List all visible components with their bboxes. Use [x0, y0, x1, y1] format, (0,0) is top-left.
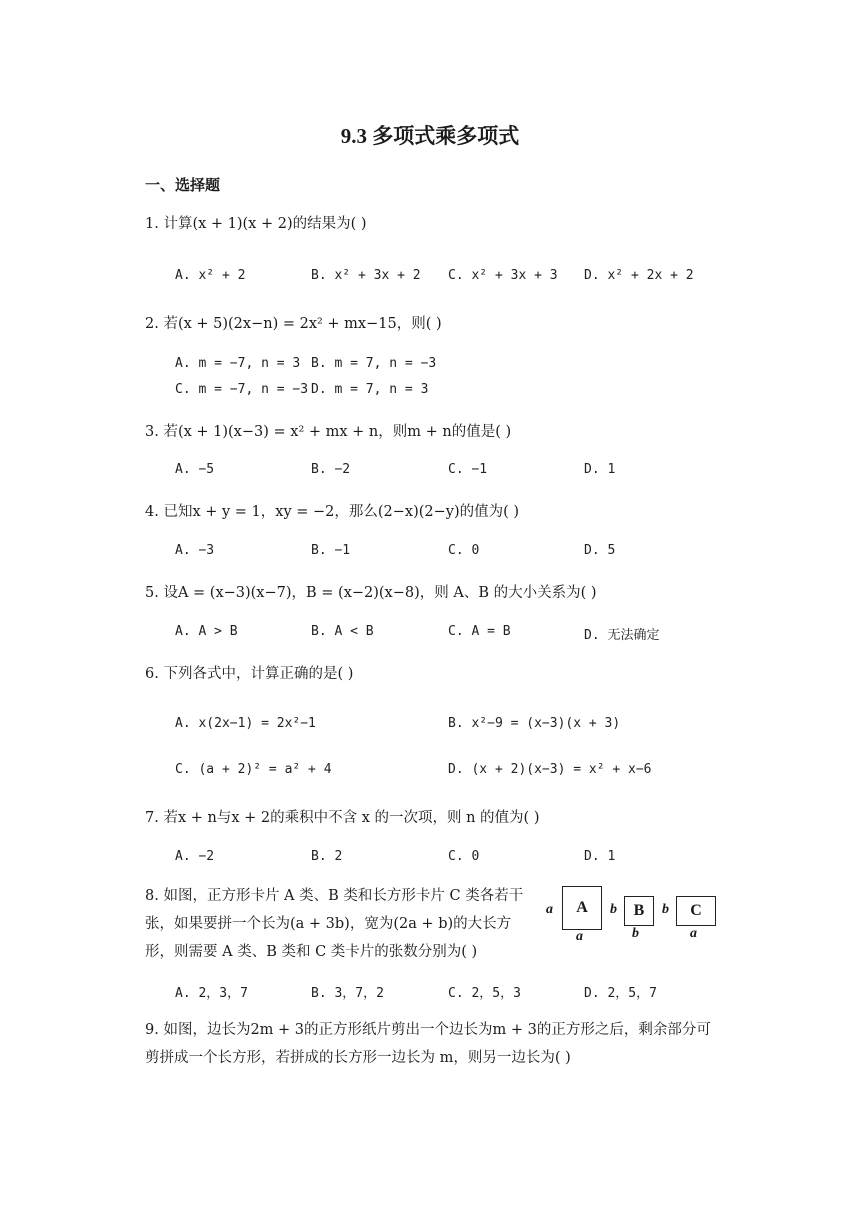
q2-option-c[interactable]: C. m = −7, n = −3 — [175, 382, 309, 397]
card-a — [562, 886, 602, 930]
q4-option-a[interactable]: A. −3 — [175, 543, 215, 558]
q1-option-b[interactable]: B. x² + 3x + 2 — [311, 268, 421, 283]
question-9-line-2: 剪拼成一个长方形，若拼成的长方形一边长为 m，则另一边长为( ) — [145, 1050, 571, 1066]
q1-option-c[interactable]: C. x² + 3x + 3 — [448, 268, 558, 283]
q6-option-c[interactable]: C. (a + 2)² = a² + 4 — [175, 762, 332, 777]
question-7: 7. 若x + n与x + 2的乘积中不含 x 的一次项，则 n 的值为( ) — [145, 810, 540, 826]
card-c — [676, 896, 716, 926]
question-6: 6. 下列各式中，计算正确的是( ) — [145, 666, 354, 682]
question-1: 1. 计算(x + 1)(x + 2)的结果为( ) — [145, 216, 367, 232]
q6-option-b[interactable]: B. x²−9 = (x−3)(x + 3) — [448, 716, 621, 731]
q4-option-b[interactable]: B. −1 — [311, 543, 351, 558]
card-b — [624, 896, 654, 926]
question-5: 5. 设A = (x−3)(x−7)，B = (x−2)(x−8)，则 A、B 的大小关系为( ) — [145, 585, 597, 601]
q3-option-d[interactable]: D. 1 — [584, 462, 616, 477]
card-c-label: C — [690, 902, 702, 919]
q1-option-a[interactable]: A. x² + 2 — [175, 268, 246, 283]
q8-option-d[interactable]: D. 2，5，7 — [584, 986, 657, 1001]
page-title: 9.3 多项式乘多项式 — [340, 124, 520, 148]
card-c-bottom-label: a — [690, 926, 697, 941]
q8-card-figure — [540, 884, 720, 944]
card-a-side-label: a — [546, 902, 553, 917]
q7-option-a[interactable]: A. −2 — [175, 849, 215, 864]
q3-option-a[interactable]: A. −5 — [175, 462, 215, 477]
q2-option-d[interactable]: D. m = 7, n = 3 — [311, 382, 429, 397]
q7-option-b[interactable]: B. 2 — [311, 849, 343, 864]
q8-option-b[interactable]: B. 3，7，2 — [311, 986, 384, 1001]
card-b-side-label: b — [610, 902, 617, 917]
q7-option-d[interactable]: D. 1 — [584, 849, 616, 864]
question-8: 8. 如图，正方形卡片 A 类、B 类和长方形卡片 C 类各若干张，如果要拼一个长为(a + 3b)，宽为(2a + b)的大长方形，则需要 A 类、B 类和 C 类卡片的张数分别为( ) — [145, 888, 524, 960]
q4-option-c[interactable]: C. 0 — [448, 543, 480, 558]
q5-option-b[interactable]: B. A < B — [311, 624, 374, 639]
card-a-bottom-label: a — [576, 929, 583, 944]
q8-option-a[interactable]: A. 2，3，7 — [175, 986, 248, 1001]
q5-option-d[interactable]: D. 无法确定 — [584, 628, 660, 643]
q6-option-a[interactable]: A. x(2x−1) = 2x²−1 — [175, 716, 316, 731]
card-b-label: B — [633, 902, 645, 919]
q1-option-d[interactable]: D. x² + 2x + 2 — [584, 268, 694, 283]
question-9-line-1: 9. 如图，边长为2m + 3的正方形纸片剪出一个边长为m + 3的正方形之后，剩余部分可 — [145, 1022, 711, 1038]
q8-option-c[interactable]: C. 2，5，3 — [448, 986, 521, 1001]
q2-option-a[interactable]: A. m = −7, n = 3 — [175, 356, 301, 371]
question-3: 3. 若(x + 1)(x−3) = x² + mx + n，则m + n的值是( ) — [145, 424, 512, 440]
q3-option-c[interactable]: C. −1 — [448, 462, 488, 477]
q5-option-c[interactable]: C. A = B — [448, 624, 511, 639]
section-heading: 一、选择题 — [145, 176, 221, 194]
card-c-side-label: b — [662, 902, 669, 917]
q3-option-b[interactable]: B. −2 — [311, 462, 351, 477]
q5-option-a[interactable]: A. A > B — [175, 624, 238, 639]
question-2: 2. 若(x + 5)(2x−n) = 2x² + mx−15，则( ) — [145, 316, 442, 332]
question-4: 4. 已知x + y = 1，xy = −2，那么(2−x)(2−y)的值为( ) — [145, 504, 520, 520]
q6-option-d[interactable]: D. (x + 2)(x−3) = x² + x−6 — [448, 762, 652, 777]
q7-option-c[interactable]: C. 0 — [448, 849, 480, 864]
card-a-label: A — [576, 899, 588, 916]
card-b-bottom-label: b — [632, 926, 639, 941]
q4-option-d[interactable]: D. 5 — [584, 543, 616, 558]
q2-option-b[interactable]: B. m = 7, n = −3 — [311, 356, 437, 371]
